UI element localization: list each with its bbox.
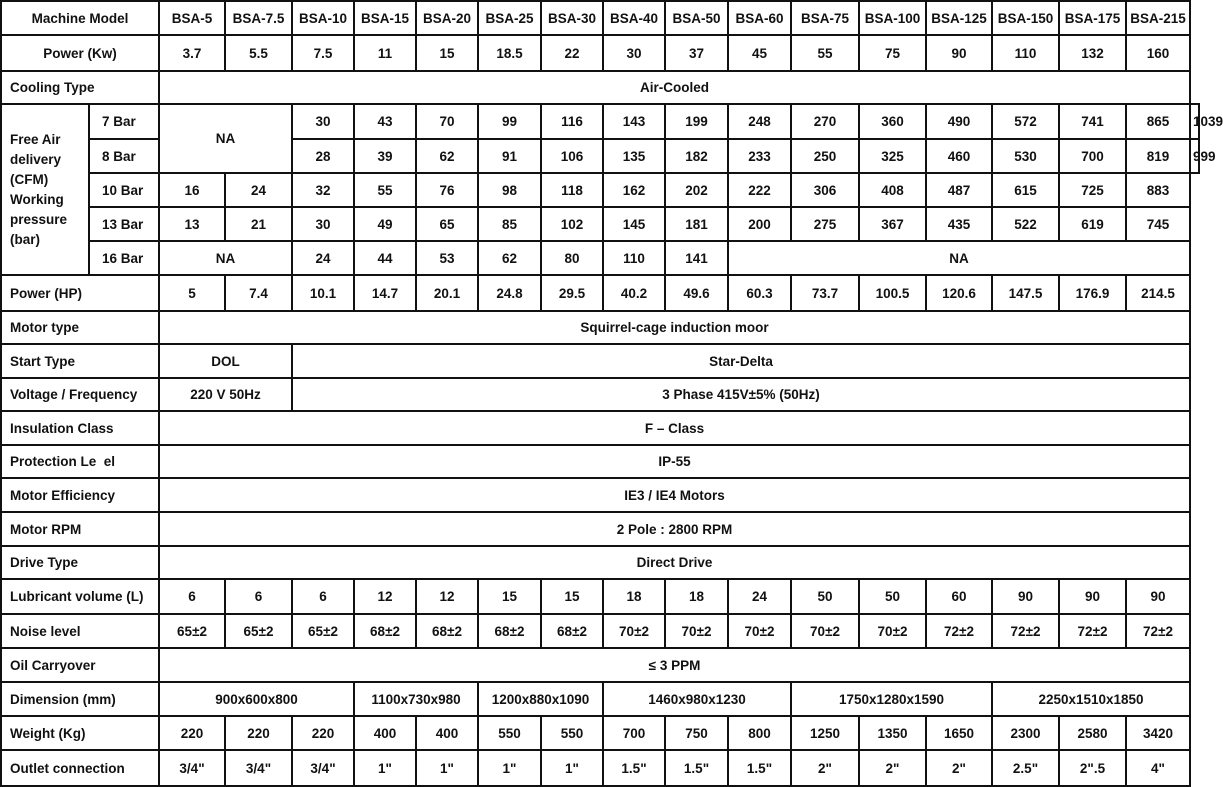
weight-cell: 2300 xyxy=(992,716,1059,750)
pressure-16bar-label: 16 Bar xyxy=(89,241,159,275)
row-protection-level xyxy=(1,445,1199,478)
fad-cell: 65 xyxy=(416,207,478,241)
dimension-cell: 1460x980x1230 xyxy=(603,682,791,716)
model-cell: BSA-15 xyxy=(354,1,416,35)
fad-cell: 865 xyxy=(1126,104,1190,139)
outlet-cell: 1" xyxy=(478,750,541,786)
row-machine-model xyxy=(1,1,1199,35)
fad-cell: 44 xyxy=(354,241,416,275)
start-type-large: Star-Delta xyxy=(292,344,1190,378)
motor-type-label: Motor type xyxy=(1,311,159,344)
start-type-small: DOL xyxy=(159,344,292,378)
noise-cell: 68±2 xyxy=(478,614,541,648)
pressure-13bar-label: 13 Bar xyxy=(89,207,159,241)
fad-cell: 435 xyxy=(926,207,992,241)
row-noise-level xyxy=(1,614,1199,648)
row-voltage-frequency xyxy=(1,378,1199,411)
noise-cell: 70±2 xyxy=(665,614,728,648)
fad-cell: 30 xyxy=(292,207,354,241)
dimension-cell: 1750x1280x1590 xyxy=(791,682,992,716)
motor-type-value: Squirrel-cage induction moor xyxy=(159,311,1190,344)
fad-cell: 325 xyxy=(859,139,926,173)
fad-cell: 145 xyxy=(603,207,665,241)
fad-cell: 530 xyxy=(992,139,1059,173)
fad-cell: 199 xyxy=(665,104,728,139)
row-weight xyxy=(1,716,1199,750)
outlet-cell: 1" xyxy=(354,750,416,786)
noise-cell: 65±2 xyxy=(225,614,292,648)
fad-na-cell: NA xyxy=(159,241,292,275)
weight-cell: 400 xyxy=(354,716,416,750)
fad-cell: 408 xyxy=(859,173,926,207)
oil-carryover-value: ≤ 3 PPM xyxy=(159,648,1190,682)
weight-cell: 2580 xyxy=(1059,716,1126,750)
fad-cell: 32 xyxy=(292,173,354,207)
weight-cell: 1650 xyxy=(926,716,992,750)
power-hp-cell: 100.5 xyxy=(859,275,926,311)
row-fad-13bar xyxy=(1,207,1199,241)
outlet-cell: 1" xyxy=(416,750,478,786)
outlet-cell: 1.5" xyxy=(665,750,728,786)
model-cell: BSA-150 xyxy=(992,1,1059,35)
cooling-type-value: Air-Cooled xyxy=(159,71,1190,104)
weight-cell: 1250 xyxy=(791,716,859,750)
fad-cell: 98 xyxy=(478,173,541,207)
outlet-cell: 3/4" xyxy=(292,750,354,786)
model-cell: BSA-50 xyxy=(665,1,728,35)
protection-level-value: IP-55 xyxy=(159,445,1190,478)
machine-model-label: Machine Model xyxy=(1,1,159,35)
model-cell: BSA-175 xyxy=(1059,1,1126,35)
fad-cell: 248 xyxy=(728,104,791,139)
noise-level-label: Noise level xyxy=(1,614,159,648)
row-drive-type xyxy=(1,546,1199,579)
voltage-frequency-label: Voltage / Frequency xyxy=(1,378,159,411)
free-air-delivery-label: Free Air delivery (CFM) Working pressure (bar) xyxy=(1,104,89,275)
fad-cell: 725 xyxy=(1059,173,1126,207)
lubricant-cell: 12 xyxy=(354,579,416,614)
fad-cell: 70 xyxy=(416,104,478,139)
fad-cell: 999 xyxy=(1190,139,1199,173)
motor-efficiency-label: Motor Efficiency xyxy=(1,478,159,512)
fad-cell: 80 xyxy=(541,241,603,275)
fad-cell: 270 xyxy=(791,104,859,139)
outlet-cell: 2".5 xyxy=(1059,750,1126,786)
fad-cell: 162 xyxy=(603,173,665,207)
fad-cell: 135 xyxy=(603,139,665,173)
row-start-type xyxy=(1,344,1199,378)
lubricant-cell: 12 xyxy=(416,579,478,614)
model-cell: BSA-215 xyxy=(1126,1,1190,35)
fad-cell: 745 xyxy=(1126,207,1190,241)
power-kw-cell: 45 xyxy=(728,35,791,71)
fad-cell: 30 xyxy=(292,104,354,139)
fad-cell: 143 xyxy=(603,104,665,139)
voltage-large: 3 Phase 415V±5% (50Hz) xyxy=(292,378,1190,411)
lubricant-cell: 60 xyxy=(926,579,992,614)
fad-cell: 141 xyxy=(665,241,728,275)
row-motor-rpm xyxy=(1,512,1199,546)
fad-cell: 306 xyxy=(791,173,859,207)
start-type-label: Start Type xyxy=(1,344,159,378)
power-kw-cell: 110 xyxy=(992,35,1059,71)
lubricant-cell: 18 xyxy=(603,579,665,614)
dimension-cell: 1200x880x1090 xyxy=(478,682,603,716)
model-cell: BSA-75 xyxy=(791,1,859,35)
fad-cell: 883 xyxy=(1126,173,1190,207)
fad-cell: 1039 xyxy=(1190,104,1199,139)
row-motor-type xyxy=(1,311,1199,344)
power-hp-cell: 73.7 xyxy=(791,275,859,311)
noise-cell: 70±2 xyxy=(859,614,926,648)
pressure-8bar-label: 8 Bar xyxy=(89,139,159,173)
fad-cell: 619 xyxy=(1059,207,1126,241)
model-cell: BSA-5 xyxy=(159,1,225,35)
noise-cell: 68±2 xyxy=(354,614,416,648)
dimension-cell: 900x600x800 xyxy=(159,682,354,716)
noise-cell: 70±2 xyxy=(791,614,859,648)
fad-cell: 99 xyxy=(478,104,541,139)
fad-na-cell: NA xyxy=(728,241,1190,275)
power-kw-cell: 160 xyxy=(1126,35,1190,71)
fad-cell: 181 xyxy=(665,207,728,241)
dimension-label: Dimension (mm) xyxy=(1,682,159,716)
model-cell: BSA-125 xyxy=(926,1,992,35)
noise-cell: 72±2 xyxy=(1126,614,1190,648)
power-kw-cell: 22 xyxy=(541,35,603,71)
motor-rpm-label: Motor RPM xyxy=(1,512,159,546)
outlet-cell: 3/4" xyxy=(225,750,292,786)
power-hp-cell: 40.2 xyxy=(603,275,665,311)
lubricant-cell: 50 xyxy=(859,579,926,614)
weight-cell: 1350 xyxy=(859,716,926,750)
fad-cell: 116 xyxy=(541,104,603,139)
weight-cell: 220 xyxy=(159,716,225,750)
row-power-hp xyxy=(1,275,1199,311)
power-hp-cell: 120.6 xyxy=(926,275,992,311)
weight-label: Weight (Kg) xyxy=(1,716,159,750)
drive-type-label: Drive Type xyxy=(1,546,159,579)
row-fad-7bar xyxy=(1,104,1199,139)
fad-cell: 13 xyxy=(159,207,225,241)
power-hp-cell: 24.8 xyxy=(478,275,541,311)
row-cooling-type xyxy=(1,71,1199,104)
outlet-cell: 3/4" xyxy=(159,750,225,786)
row-dimension xyxy=(1,682,1199,716)
power-hp-cell: 5 xyxy=(159,275,225,311)
noise-cell: 72±2 xyxy=(992,614,1059,648)
fad-cell: 819 xyxy=(1126,139,1190,173)
power-kw-cell: 30 xyxy=(603,35,665,71)
voltage-small: 220 V 50Hz xyxy=(159,378,292,411)
row-motor-efficiency xyxy=(1,478,1199,512)
power-kw-cell: 5.5 xyxy=(225,35,292,71)
power-hp-cell: 49.6 xyxy=(665,275,728,311)
row-outlet-connection xyxy=(1,750,1199,786)
fad-cell: 118 xyxy=(541,173,603,207)
dimension-cell: 2250x1510x1850 xyxy=(992,682,1190,716)
fad-cell: 522 xyxy=(992,207,1059,241)
fad-cell: 275 xyxy=(791,207,859,241)
fad-cell: 222 xyxy=(728,173,791,207)
fad-cell: 24 xyxy=(225,173,292,207)
fad-cell: 91 xyxy=(478,139,541,173)
power-hp-label: Power (HP) xyxy=(1,275,159,311)
outlet-connection-label: Outlet connection xyxy=(1,750,159,786)
fad-cell: 21 xyxy=(225,207,292,241)
weight-cell: 550 xyxy=(478,716,541,750)
power-hp-cell: 214.5 xyxy=(1126,275,1190,311)
fad-cell: 53 xyxy=(416,241,478,275)
noise-cell: 65±2 xyxy=(159,614,225,648)
fad-cell: 572 xyxy=(992,104,1059,139)
row-power-kw xyxy=(1,35,1199,71)
model-cell: BSA-60 xyxy=(728,1,791,35)
fad-cell: 39 xyxy=(354,139,416,173)
outlet-cell: 1" xyxy=(541,750,603,786)
power-hp-cell: 10.1 xyxy=(292,275,354,311)
power-kw-cell: 15 xyxy=(416,35,478,71)
pressure-10bar-label: 10 Bar xyxy=(89,173,159,207)
fad-cell: 28 xyxy=(292,139,354,173)
fad-cell: 85 xyxy=(478,207,541,241)
power-kw-cell: 3.7 xyxy=(159,35,225,71)
fad-cell: 76 xyxy=(416,173,478,207)
power-kw-cell: 55 xyxy=(791,35,859,71)
power-hp-cell: 14.7 xyxy=(354,275,416,311)
power-kw-cell: 75 xyxy=(859,35,926,71)
fad-cell: 62 xyxy=(416,139,478,173)
fad-cell: 106 xyxy=(541,139,603,173)
model-cell: BSA-25 xyxy=(478,1,541,35)
lubricant-cell: 15 xyxy=(541,579,603,614)
motor-efficiency-value: IE3 / IE4 Motors xyxy=(159,478,1190,512)
fad-cell: 615 xyxy=(992,173,1059,207)
fad-cell: 24 xyxy=(292,241,354,275)
lubricant-cell: 6 xyxy=(292,579,354,614)
weight-cell: 400 xyxy=(416,716,478,750)
fad-cell: 741 xyxy=(1059,104,1126,139)
fad-cell: 62 xyxy=(478,241,541,275)
weight-cell: 550 xyxy=(541,716,603,750)
fad-cell: 43 xyxy=(354,104,416,139)
row-lubricant-volume xyxy=(1,579,1199,614)
weight-cell: 750 xyxy=(665,716,728,750)
row-insulation-class xyxy=(1,411,1199,445)
lubricant-cell: 6 xyxy=(225,579,292,614)
cooling-type-label: Cooling Type xyxy=(1,71,159,104)
power-hp-cell: 176.9 xyxy=(1059,275,1126,311)
model-cell: BSA-20 xyxy=(416,1,478,35)
fad-cell: 487 xyxy=(926,173,992,207)
protection-level-label: Protection Le el xyxy=(1,445,159,478)
model-cell: BSA-30 xyxy=(541,1,603,35)
fad-cell: 182 xyxy=(665,139,728,173)
weight-cell: 3420 xyxy=(1126,716,1190,750)
model-cell: BSA-40 xyxy=(603,1,665,35)
noise-cell: 68±2 xyxy=(416,614,478,648)
row-fad-10bar xyxy=(1,173,1199,207)
fad-cell: 360 xyxy=(859,104,926,139)
row-oil-carryover xyxy=(1,648,1199,682)
row-fad-16bar xyxy=(1,241,1199,275)
lubricant-cell: 90 xyxy=(1059,579,1126,614)
model-cell: BSA-7.5 xyxy=(225,1,292,35)
model-cell: BSA-10 xyxy=(292,1,354,35)
power-hp-cell: 147.5 xyxy=(992,275,1059,311)
fad-cell: 233 xyxy=(728,139,791,173)
fad-cell: 102 xyxy=(541,207,603,241)
fad-cell: 460 xyxy=(926,139,992,173)
noise-cell: 70±2 xyxy=(603,614,665,648)
power-kw-cell: 7.5 xyxy=(292,35,354,71)
noise-cell: 72±2 xyxy=(1059,614,1126,648)
outlet-cell: 2" xyxy=(926,750,992,786)
insulation-class-label: Insulation Class xyxy=(1,411,159,445)
fad-cell: 49 xyxy=(354,207,416,241)
outlet-cell: 2" xyxy=(859,750,926,786)
power-hp-cell: 7.4 xyxy=(225,275,292,311)
power-kw-cell: 37 xyxy=(665,35,728,71)
fad-cell: 700 xyxy=(1059,139,1126,173)
drive-type-value: Direct Drive xyxy=(159,546,1190,579)
fad-cell: 16 xyxy=(159,173,225,207)
insulation-class-value: F – Class xyxy=(159,411,1190,445)
weight-cell: 800 xyxy=(728,716,791,750)
fad-cell: 110 xyxy=(603,241,665,275)
outlet-cell: 1.5" xyxy=(603,750,665,786)
lubricant-cell: 90 xyxy=(992,579,1059,614)
pressure-7bar-label: 7 Bar xyxy=(89,104,159,139)
fad-cell: 250 xyxy=(791,139,859,173)
lubricant-cell: 50 xyxy=(791,579,859,614)
outlet-cell: 2.5" xyxy=(992,750,1059,786)
lubricant-cell: 6 xyxy=(159,579,225,614)
power-hp-cell: 60.3 xyxy=(728,275,791,311)
fad-cell: 202 xyxy=(665,173,728,207)
power-kw-label: Power (Kw) xyxy=(1,35,159,71)
power-kw-cell: 132 xyxy=(1059,35,1126,71)
outlet-cell: 1.5" xyxy=(728,750,791,786)
power-hp-cell: 29.5 xyxy=(541,275,603,311)
weight-cell: 220 xyxy=(292,716,354,750)
fad-na-cell: NA xyxy=(159,104,292,173)
motor-rpm-value: 2 Pole : 2800 RPM xyxy=(159,512,1190,546)
noise-cell: 65±2 xyxy=(292,614,354,648)
lubricant-cell: 15 xyxy=(478,579,541,614)
weight-cell: 220 xyxy=(225,716,292,750)
lubricant-cell: 18 xyxy=(665,579,728,614)
lubricant-volume-label: Lubricant volume (L) xyxy=(1,579,159,614)
dimension-cell: 1100x730x980 xyxy=(354,682,478,716)
fad-cell: 55 xyxy=(354,173,416,207)
oil-carryover-label: Oil Carryover xyxy=(1,648,159,682)
model-cell: BSA-100 xyxy=(859,1,926,35)
power-kw-cell: 11 xyxy=(354,35,416,71)
fad-cell: 367 xyxy=(859,207,926,241)
power-kw-cell: 90 xyxy=(926,35,992,71)
outlet-cell: 2" xyxy=(791,750,859,786)
fad-cell: 200 xyxy=(728,207,791,241)
weight-cell: 700 xyxy=(603,716,665,750)
power-kw-cell: 18.5 xyxy=(478,35,541,71)
lubricant-cell: 90 xyxy=(1126,579,1190,614)
lubricant-cell: 24 xyxy=(728,579,791,614)
noise-cell: 70±2 xyxy=(728,614,791,648)
fad-cell: 490 xyxy=(926,104,992,139)
outlet-cell: 4" xyxy=(1126,750,1190,786)
noise-cell: 72±2 xyxy=(926,614,992,648)
power-hp-cell: 20.1 xyxy=(416,275,478,311)
noise-cell: 68±2 xyxy=(541,614,603,648)
